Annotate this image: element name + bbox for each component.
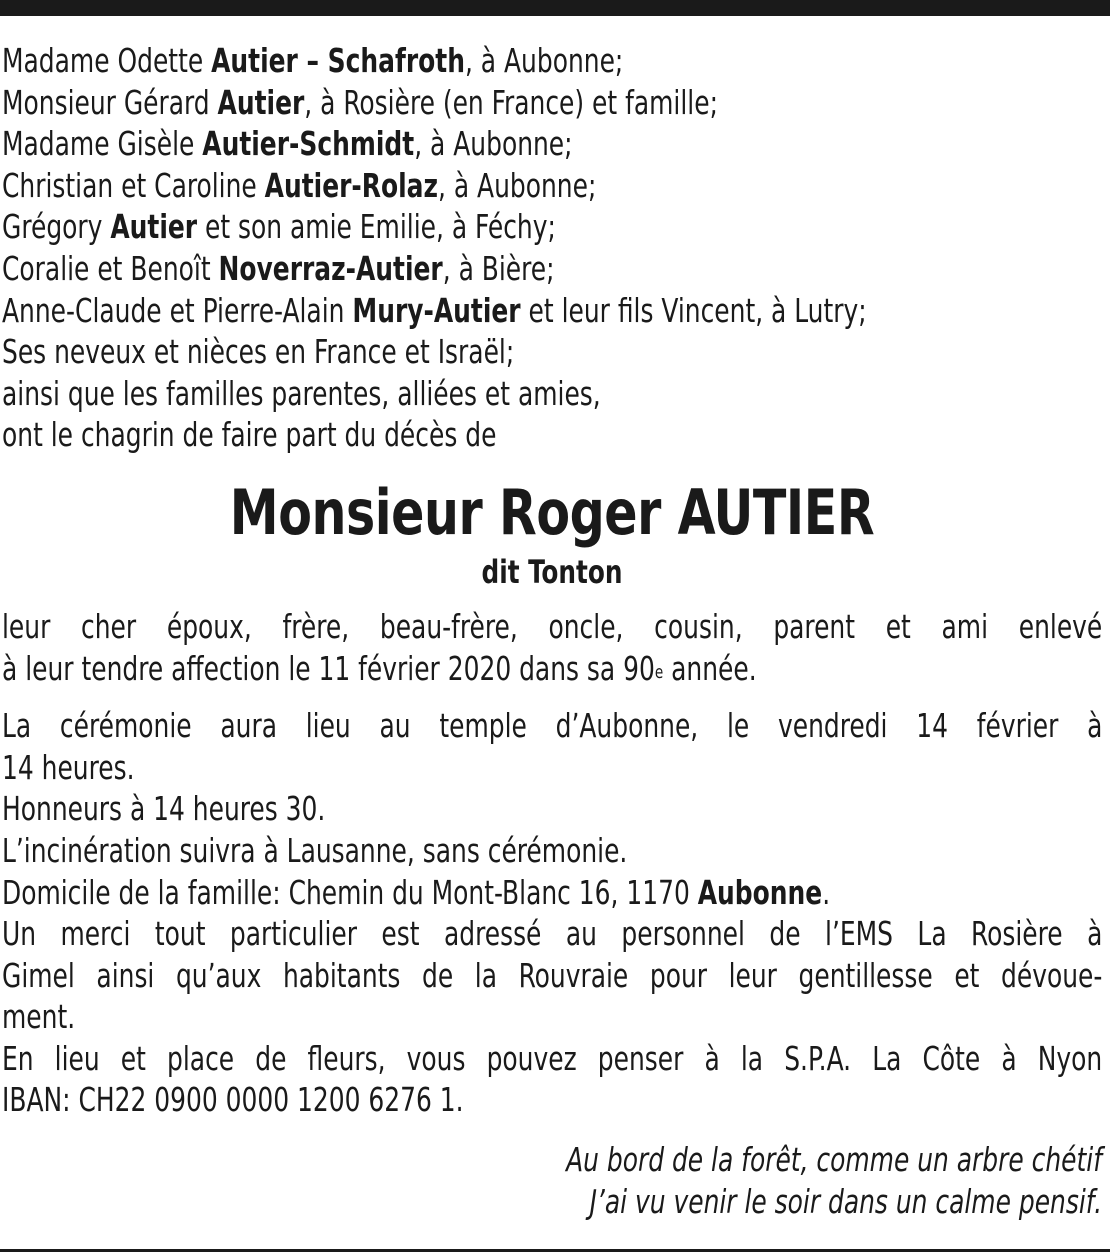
word: Un xyxy=(2,914,37,954)
word: la xyxy=(474,955,497,995)
word: et xyxy=(120,1038,146,1078)
deceased-nickname: dit Tonton xyxy=(481,552,623,591)
word: Gimel xyxy=(2,955,75,995)
family-line-text: ainsi que les familles parentes, alliées et amies, xyxy=(2,373,601,413)
bottom-rule xyxy=(0,1249,1110,1252)
obituary-notice xyxy=(2,40,1102,1222)
word: leur xyxy=(728,955,777,995)
word: vendredi xyxy=(777,706,888,746)
family-name: Mury-Autier xyxy=(352,290,521,330)
family-name: Autier-Rolaz xyxy=(264,165,439,205)
word: l’EMS xyxy=(825,914,893,954)
family-line xyxy=(2,331,926,373)
word: En xyxy=(2,1038,34,1078)
word: place xyxy=(167,1038,235,1078)
word: février xyxy=(976,706,1059,746)
domicile-text: . xyxy=(822,872,831,912)
word: pouvez xyxy=(486,1038,577,1078)
family-line-text: , à Aubonne; xyxy=(438,165,597,205)
word: leur xyxy=(2,606,51,646)
family-list xyxy=(2,40,1102,456)
poem-line: Au bord de la forêt, comme un arbre chétif xyxy=(566,1140,1102,1180)
family-line-text: , à Aubonne; xyxy=(464,41,624,80)
word: de xyxy=(255,1038,287,1078)
family-line-text: et leur fils Vincent, à Lutry; xyxy=(520,290,867,330)
family-name: Noverraz-Autier xyxy=(218,248,443,288)
word: Nyon xyxy=(1037,1038,1103,1078)
word: enlevé xyxy=(1018,606,1103,646)
word: cher xyxy=(81,606,137,646)
incineration-line: L’incinération suivra à Lausanne, sans cérémonie. xyxy=(2,830,628,870)
family-line-text: Madame Odette xyxy=(2,41,212,80)
word: à xyxy=(1087,914,1103,954)
word: La xyxy=(2,706,32,746)
word: beau-frère, xyxy=(379,606,518,646)
tribute-line-2 xyxy=(2,648,926,690)
word: fleurs, xyxy=(307,1038,386,1078)
word: qu’aux xyxy=(175,955,262,995)
domicile-text: Domicile de la famille: Chemin du Mont-Blanc 16, 1170 xyxy=(2,872,698,912)
family-line-text: ont le chagrin de faire part du décès de xyxy=(2,415,497,455)
family-line xyxy=(2,248,926,290)
word: de xyxy=(422,955,454,995)
word: habitants xyxy=(282,955,401,995)
family-line xyxy=(2,414,926,456)
word: S.P.A. xyxy=(784,1038,852,1078)
word: à xyxy=(704,1038,720,1078)
family-line-text: , à Bière; xyxy=(442,248,555,288)
word: vous xyxy=(406,1038,466,1078)
word: au xyxy=(379,706,411,746)
word: adressé xyxy=(443,914,542,954)
family-line xyxy=(2,82,926,124)
tribute-text: à leur tendre affection le 11 février 2020 dans sa 90 xyxy=(2,648,655,688)
family-line-text: , à Rosière (en France) et famille; xyxy=(304,82,718,122)
tribute-line-1 xyxy=(2,606,1102,648)
word: La xyxy=(872,1038,902,1078)
family-line xyxy=(2,373,926,415)
ceremony-line-1 xyxy=(2,705,1102,747)
family-line-text: Christian et Caroline xyxy=(2,165,265,205)
word: époux, xyxy=(166,606,252,646)
word: temple xyxy=(439,706,527,746)
tribute-paragraph xyxy=(2,606,1102,689)
word: personnel xyxy=(621,914,745,954)
family-line-text: Coralie et Benoît xyxy=(2,248,219,288)
word: lieu xyxy=(54,1038,100,1078)
family-line-text: Anne-Claude et Pierre-Alain xyxy=(2,290,353,330)
word: merci xyxy=(60,914,131,954)
closing-poem xyxy=(2,1139,1102,1222)
word: est xyxy=(381,914,420,954)
word: la xyxy=(740,1038,764,1078)
word: particulier xyxy=(229,914,357,954)
tribute-text: année. xyxy=(663,648,757,688)
word: La xyxy=(917,914,947,954)
word: le xyxy=(726,706,750,746)
merci-line-1 xyxy=(2,913,1102,955)
word: Rosière xyxy=(971,914,1063,954)
domicile-line xyxy=(2,872,926,914)
family-line xyxy=(2,206,926,248)
word: au xyxy=(565,914,597,954)
word: Côte xyxy=(922,1038,981,1078)
word: gentillesse xyxy=(798,955,933,995)
word: 14 xyxy=(916,706,948,746)
word: de xyxy=(769,914,801,954)
family-name: Autier – Schafroth xyxy=(211,41,465,80)
family-line-text: Ses neveux et nièces en France et Israël; xyxy=(2,332,515,372)
word: et xyxy=(954,955,980,995)
family-line xyxy=(2,40,926,82)
word: oncle, xyxy=(548,606,624,646)
word: pour xyxy=(649,955,708,995)
family-line xyxy=(2,123,926,165)
word: penser xyxy=(597,1038,684,1078)
merci-line-2 xyxy=(2,955,1102,997)
word: aura xyxy=(220,706,277,746)
word: lieu xyxy=(305,706,351,746)
top-rule xyxy=(0,0,1110,16)
iban-line: IBAN: CH22 0900 0000 1200 6276 1. xyxy=(2,1080,464,1120)
ordinal-superscript: e xyxy=(654,661,664,683)
ceremony-line-2: 14 heures. xyxy=(2,747,135,787)
word: dévoue- xyxy=(1001,955,1103,995)
word: parent xyxy=(773,606,856,646)
word: Rouvraie xyxy=(518,955,629,995)
word: à xyxy=(1001,1038,1017,1078)
family-name: Autier-Schmidt xyxy=(202,124,415,164)
word: à xyxy=(1087,706,1103,746)
family-line xyxy=(2,165,926,207)
domicile-town: Aubonne xyxy=(697,872,823,912)
merci-line-3: ment. xyxy=(2,997,76,1037)
word: et xyxy=(885,606,911,646)
family-line-text: Madame Gisèle xyxy=(2,124,203,164)
word: cérémonie xyxy=(59,706,192,746)
family-line-text: Grégory xyxy=(2,207,111,247)
word: cousin, xyxy=(654,606,743,646)
word: frère, xyxy=(282,606,350,646)
family-line-text: et son amie Emilie, à Féchy; xyxy=(197,207,556,247)
family-line xyxy=(2,290,926,332)
word: tout xyxy=(154,914,206,954)
deceased-name: Monsieur Roger AUTIER xyxy=(229,475,875,549)
ceremony-paragraph xyxy=(2,705,1102,1121)
family-name: Autier xyxy=(110,207,198,247)
word: ainsi xyxy=(96,955,155,995)
family-name: Autier xyxy=(217,82,305,122)
family-line-text: Monsieur Gérard xyxy=(2,82,218,122)
family-line-text: , à Aubonne; xyxy=(414,124,573,164)
word: d’Aubonne, xyxy=(555,706,699,746)
poem-line: J’ai vu venir le soir dans un calme pensif. xyxy=(589,1181,1102,1221)
word: ami xyxy=(941,606,989,646)
fleurs-line xyxy=(2,1038,1102,1080)
honneurs-line: Honneurs à 14 heures 30. xyxy=(2,789,326,829)
